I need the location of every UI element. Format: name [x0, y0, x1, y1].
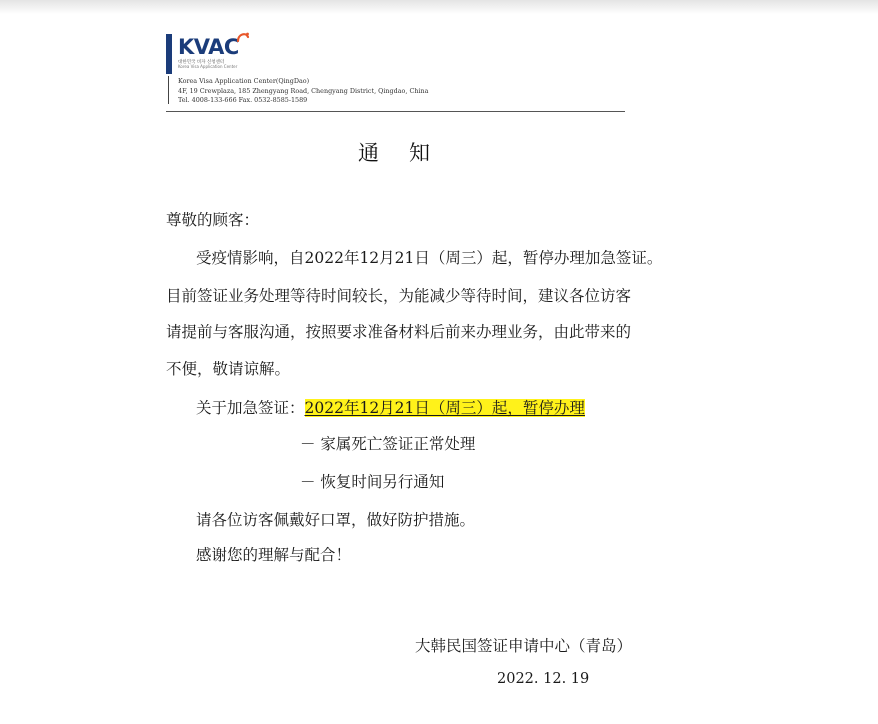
paragraph-line-3: 请提前与客服沟通，按照要求准备材料后前来办理业务，由此带来的	[166, 323, 632, 341]
header-divider	[166, 111, 625, 112]
center-name: Korea Visa Application Center(QingDao)	[178, 77, 310, 85]
expedite-line	[196, 396, 585, 418]
paragraph-line-2: 目前签证业务处理等待时间较长，为能减少等待时间，建议各位访客	[166, 287, 632, 305]
thanks-line: 感谢您的理解与配合！	[196, 546, 352, 564]
kvac-logo: KVAC	[178, 35, 239, 59]
address-bracket	[168, 76, 169, 104]
logo-bar	[166, 34, 172, 74]
address-line: 4F, 19 Crewplaza, 185 Zhengyang Road, Chengyang District, Qingdao, China	[178, 86, 429, 95]
letterhead-address	[178, 77, 428, 106]
signature: 大韩民国签证申请中心（青岛）	[415, 637, 633, 655]
logo-swirl-icon	[236, 31, 250, 45]
mask-notice: 请各位访客佩戴好口罩，做好防护措施。	[196, 511, 476, 529]
paragraph-line-1: 受疫情影响，自2022年12月21日（周三）起，暂停办理加急签证。	[196, 249, 663, 267]
greeting: 尊敬的顾客：	[166, 211, 260, 229]
contact-line: Tel. 4008-133-666 Fax. 0532-8585-1589	[178, 96, 308, 104]
logo-subtitle-en: Korea Visa Application Center	[178, 64, 238, 69]
notice-date: 2022. 12. 19	[497, 671, 590, 687]
notice-title: 通知	[358, 141, 460, 165]
expedite-label: 关于加急签证：	[196, 399, 305, 417]
bullet-item: － 家属死亡签证正常处理	[300, 435, 476, 453]
bullet-item: － 恢复时间另行通知	[300, 473, 445, 491]
expedite-highlight: 2022年12月21日（周三）起，暂停办理	[304, 399, 585, 417]
logo-subtitle-ko: 대한민국 비자 신청센터	[178, 60, 225, 65]
paragraph-line-4: 不便，敬请谅解。	[166, 360, 291, 378]
